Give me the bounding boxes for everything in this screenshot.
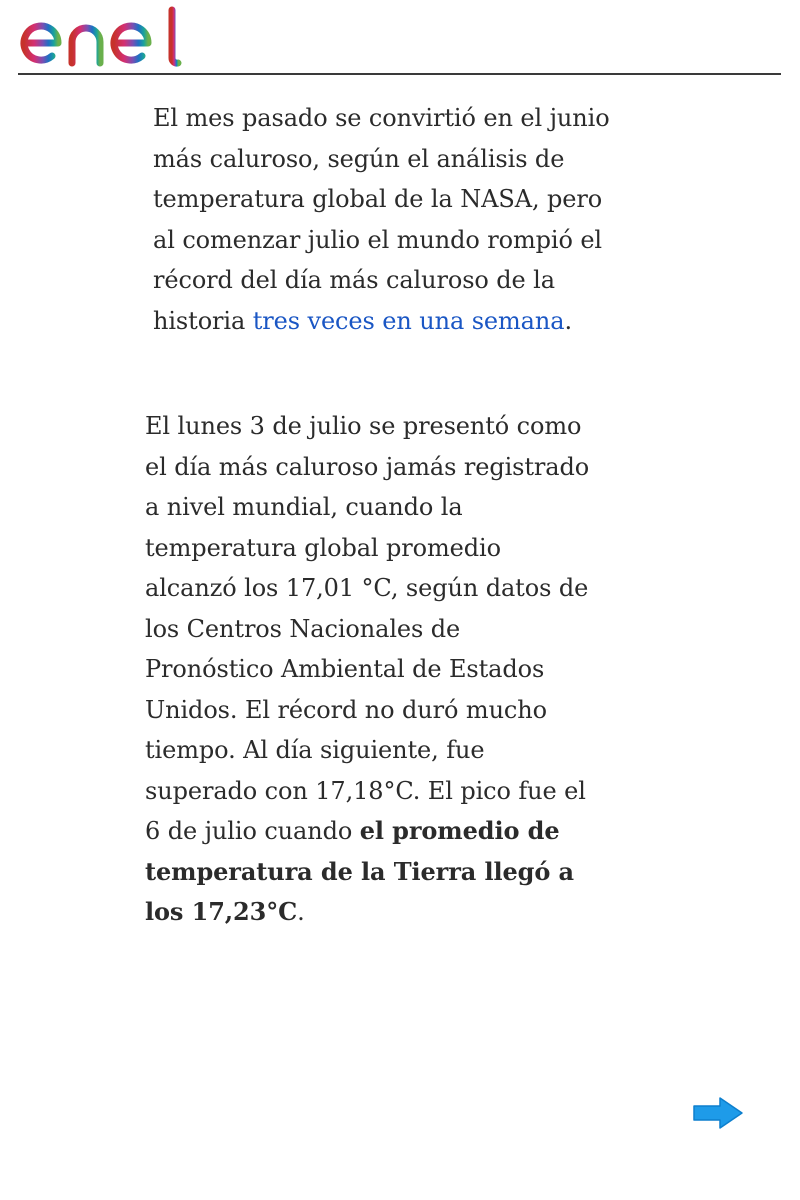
right-arrow-icon — [690, 1094, 746, 1132]
paragraph-2-end: . — [297, 898, 305, 926]
paragraph-1-text: El mes pasado se convirtió en el junio más caluroso, según el análisis de temperatura global de la NASA, pero al comenzar julio el mundo rompió el récord del día más caluroso de la historia — [153, 104, 610, 335]
enel-logo[interactable] — [16, 4, 184, 70]
site-header — [0, 0, 800, 76]
tres-veces-link[interactable]: tres veces en una semana — [252, 306, 565, 335]
article-paragraph-1 — [153, 98, 613, 341]
article-paragraph-2 — [145, 406, 595, 933]
header-divider — [18, 73, 781, 75]
paragraph-2-bold-text: el promedio de temperatura de la Tierra llegó a los 17,23°C — [145, 816, 574, 926]
next-button[interactable] — [690, 1094, 746, 1132]
paragraph-1-end: . — [564, 306, 572, 335]
paragraph-2-text: El lunes 3 de julio se presentó como el día más caluroso jamás registrado a nivel mundial, cuando la temperatura global promedio alcanzó los 17,01 °C, según datos de los Centros Nacionales de Pronóstico Ambiental de Estados Unidos. El récord no duró mucho tiempo. Al día siguiente, fue superado con 17,18°C. El pico fue el 6 de julio cuando — [145, 412, 590, 845]
